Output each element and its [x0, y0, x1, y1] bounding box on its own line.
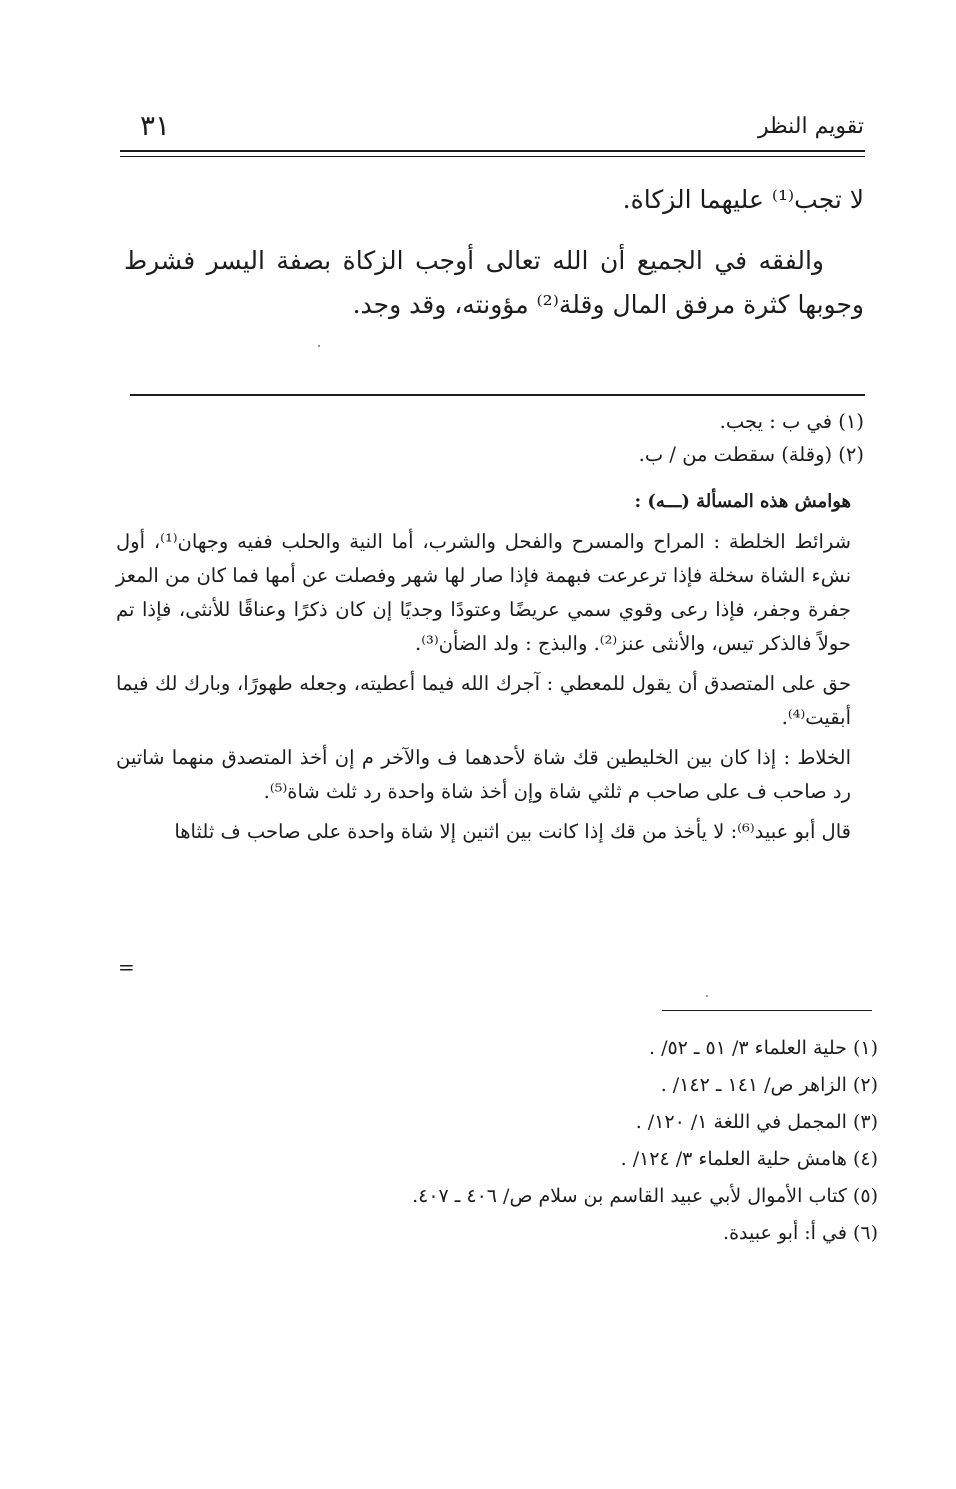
page-number: ٣١: [140, 109, 171, 142]
footnote-item: (٦) في أ: أبو عبيدة.: [723, 1222, 878, 1244]
margin-note-paragraph: الخلاط : إذا كان بين الخليطين قك شاة لأحدهما ف والآخر م إن أخذ المتصدق منهما شاتين رد صاحب ف على صاحب م ثلثي شاة وإن أخذ شاة واحدة رد ثلث شاة⁽⁵⁾.: [116, 746, 851, 803]
footnote-item: (١) في ب : يجب.: [719, 410, 864, 433]
scan-speck: [706, 995, 708, 997]
running-header-title: تقويم النظر: [757, 114, 864, 139]
footnote-item: (٢) الزاهر ص/ ١٤١ ـ ١٤٢/ .: [660, 1074, 878, 1096]
continuation-mark: =: [118, 955, 135, 979]
footnotes-main: [129, 405, 864, 471]
footnote-item: (٤) هامش حلية العلماء ٣/ ١٢٤/ .: [620, 1148, 878, 1170]
margin-note-paragraph: حق على المتصدق أن يقول للمعطي : آجرك الله فيما أعطيته، وجعله طهورًا، وبارك لك فيما أبقيت⁽⁴⁾.: [116, 672, 851, 729]
margin-note-paragraph: قال أبو عبيد⁽⁶⁾: لا يأخذ من قك إذا كانت بين اثنين إلا شاة واحدة على صاحب ف ثلثاها: [174, 820, 851, 843]
body-paragraph: والفقه في الجميع أن الله تعالى أوجب الزكاة بصفة اليسر فشرط وجوبها كثرة مرفق المال وقلة⁽²⁾ مؤونته، وقد وجد.: [124, 246, 864, 319]
scan-speck: [318, 345, 320, 347]
main-body: [124, 178, 864, 327]
margin-notes: [116, 485, 851, 849]
footnote-item: (٥) كتاب الأموال لأبي عبيد القاسم بن سلام ص/ ٤٠٦ ـ ٤٠٧.: [412, 1185, 878, 1207]
footnote-separator-short: [662, 1010, 872, 1011]
margin-note-paragraph: شرائط الخلطة : المراح والمسرح والفحل والشرب، أما النية والحلب ففيه وجهان⁽¹⁾، أول نشء الشاة سخلة فإذا ترعرعت فبهمة فإذا صار لها شهر وفصلت عن أمها فما كان من المعز جفرة وجفر، فإذا رعى وقوي سمي عريضًا وعتودًا وجديًا إن كان ذكرًا وعناقًا للأنثى، فإذا تم حولاً فالذكر تيس، والأنثى عنز⁽²⁾. والبذج : ولد الضأن⁽³⁾.: [116, 530, 851, 655]
footnote-item: (١) حلية العلماء ٣/ ٥١ ـ ٥٢/ .: [648, 1037, 878, 1059]
header-rule-thin: [120, 156, 865, 157]
footnote-item: (٣) المجمل في اللغة ١/ ١٢٠/ .: [635, 1111, 878, 1133]
footnote-item: (٢) (وقلة) سقطت من / ب.: [638, 443, 864, 466]
header-rule: [120, 150, 865, 152]
body-paragraph: لا تجب⁽¹⁾ عليهما الزكاة.: [622, 185, 864, 214]
footnote-separator: [130, 394, 865, 396]
margin-notes-title: هوامش هذه المسألة (ـــه) :: [634, 491, 851, 512]
footnotes-sources: [318, 1030, 878, 1252]
